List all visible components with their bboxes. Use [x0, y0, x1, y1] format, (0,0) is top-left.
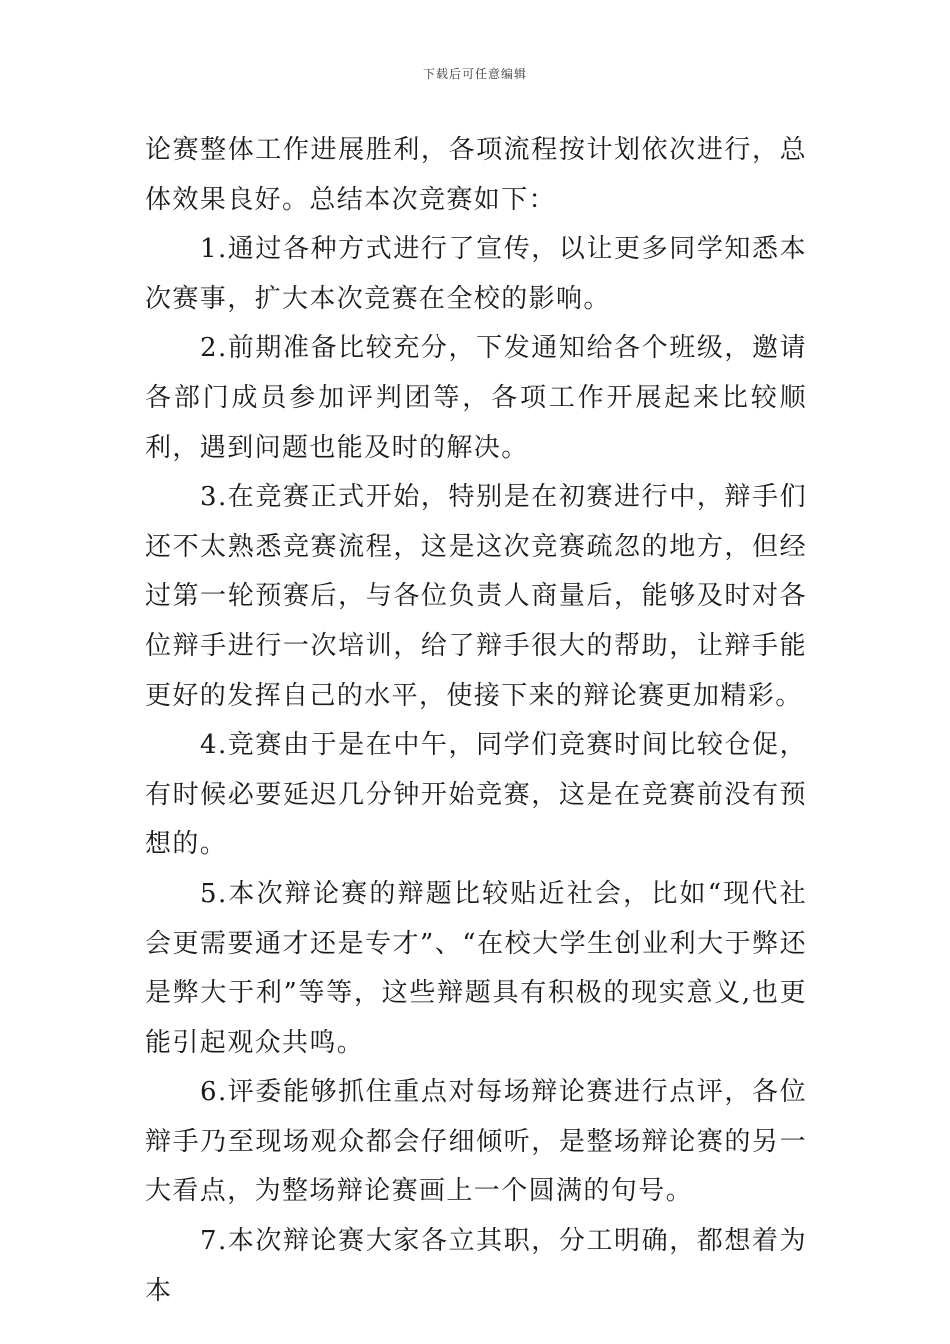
paragraph-item-6: 6.评委能够抓住重点对每场辩论赛进行点评，各位辩手乃至现场观众都会仔细倾听，是整场辩论赛的另一大看点，为整场辩论赛画上一个圆满的句号。 [145, 1077, 807, 1207]
paragraph-item-3: 3.在竞赛正式开始，特别是在初赛进行中，辩手们还不太熟悉竞赛流程，这是这次竞赛疏忽的地方，但经过第一轮预赛后，与各位负责人商量后，能够及时对各位辩手进行一次培训，给了辩手很大的帮助，让辩手能更好的发挥自己的水平，使接下来的辩论赛更加精彩。 [145, 482, 807, 711]
page-header-note: 下载后可任意编辑 [422, 67, 527, 81]
paragraph-item-1: 1.通过各种方式进行了宣传，以让更多同学知悉本次赛事，扩大本次竞赛在全校的影响。 [145, 234, 807, 314]
paragraph-item-2: 2.前期准备比较充分，下发通知给各个班级，邀请各部门成员参加评判团等，各项工作开展起来比较顺利，遇到问题也能及时的解决。 [145, 333, 807, 463]
paragraph-item-5: 5.本次辩论赛的辩题比较贴近社会，比如“现代社会更需要通才还是专才”、“在校大学生创业利大于弊还是弊大于利”等等，这些辩题具有积极的现实意义,也更能引起观众共鸣。 [145, 878, 807, 1058]
paragraph-item-7: 7.本次辩论赛大家各立其职，分工明确，都想着为本 [145, 1226, 807, 1306]
paragraph-intro-continuation: 论赛整体工作进展胜利，各项流程按计划依次进行，总体效果良好。总结本次竞赛如下： [145, 135, 807, 215]
document-body [145, 126, 807, 1316]
paragraph-item-4: 4.竞赛由于是在中午，同学们竞赛时间比较仓促，有时候必要延迟几分钟开始竞赛，这是在竞赛前没有预想的。 [145, 730, 807, 860]
